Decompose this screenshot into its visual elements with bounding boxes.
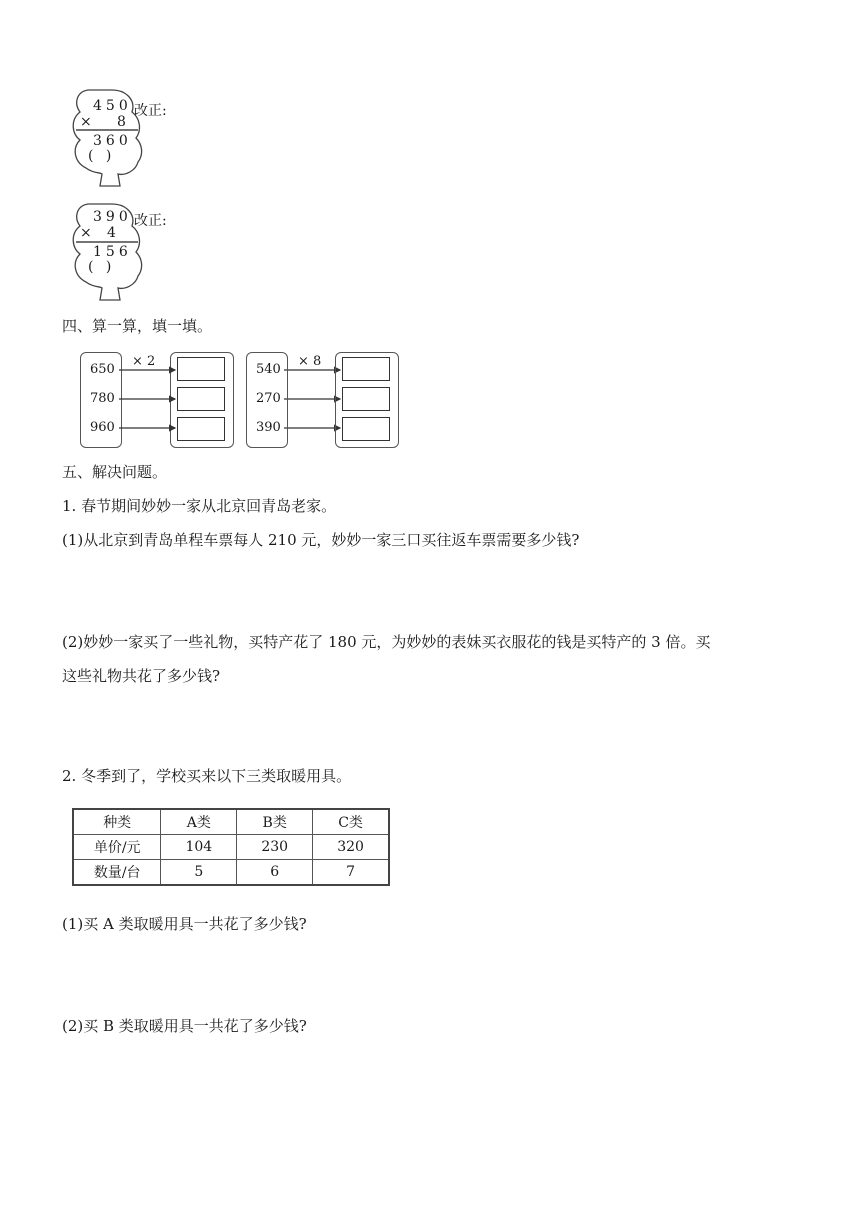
question-2-part-2: (2)买 B 类取暖用具一共花了多少钱? <box>62 1017 307 1035</box>
table-cell: 230 <box>237 835 313 860</box>
multiplicand: 450 <box>93 98 132 114</box>
answer-box[interactable] <box>177 417 225 441</box>
table-cell: 单价/元 <box>73 835 161 860</box>
table-header-cell: 种类 <box>73 809 161 835</box>
correction-label: 改正: <box>134 103 167 119</box>
section4-heading: 四、算一算，填一填。 <box>62 317 213 335</box>
question-1-title: 1. 春节期间妙妙一家从北京回青岛老家。 <box>62 497 337 515</box>
table-cell: 104 <box>161 835 237 860</box>
wrong-product: 156 <box>93 244 132 260</box>
table-row <box>73 835 389 860</box>
input-value: 390 <box>256 420 281 435</box>
input-value: 270 <box>256 391 281 406</box>
arrows-left <box>0 0 860 460</box>
input-value: 960 <box>90 420 115 435</box>
table-cell: 5 <box>161 860 237 886</box>
wrong-product: 360 <box>93 133 132 149</box>
table-header-row <box>73 809 389 835</box>
question-2-part-1: (1)买 A 类取暖用具一共花了多少钱? <box>62 915 307 933</box>
multiplier-label: × 8 <box>298 354 322 369</box>
table-header-cell: A类 <box>161 809 237 835</box>
multiplier-label: × 2 <box>132 354 156 369</box>
input-value: 540 <box>256 362 281 377</box>
section5-heading: 五、解决问题。 <box>62 463 168 481</box>
input-value: 780 <box>90 391 115 406</box>
multiplier: 4 <box>107 225 120 241</box>
table-cell: 6 <box>237 860 313 886</box>
answer-box[interactable] <box>177 387 225 411</box>
question-1-part-1: (1)从北京到青岛单程车票每人 210 元，妙妙一家三口买往返车票需要多少钱? <box>62 531 580 549</box>
answer-box[interactable] <box>342 417 390 441</box>
question-1-part-2-line-1: (2)妙妙一家买了一些礼物，买特产花了 180 元，为妙妙的表妹买衣服花的钱是买特产的 3 倍。买 <box>62 633 711 651</box>
table-cell: 7 <box>313 860 389 886</box>
operator: × <box>80 114 96 130</box>
table-header-cell: B类 <box>237 809 313 835</box>
table-header-cell: C类 <box>313 809 389 835</box>
heater-table <box>72 808 390 886</box>
question-1-part-2-line-2: 这些礼物共花了多少钱? <box>62 667 221 685</box>
table-row <box>73 860 389 886</box>
answer-paren: ( ) <box>88 148 116 164</box>
input-value: 650 <box>90 362 115 377</box>
multiplicand: 390 <box>93 209 132 225</box>
correction-label: 改正: <box>134 213 167 229</box>
answer-box[interactable] <box>342 387 390 411</box>
answer-paren: ( ) <box>88 259 116 275</box>
table-cell: 数量/台 <box>73 860 161 886</box>
table-cell: 320 <box>313 835 389 860</box>
question-2-title: 2. 冬季到了，学校买来以下三类取暖用具。 <box>62 767 352 785</box>
answer-box[interactable] <box>177 357 225 381</box>
operator: × <box>80 225 96 241</box>
answer-box[interactable] <box>342 357 390 381</box>
multiplier: 8 <box>117 114 130 130</box>
